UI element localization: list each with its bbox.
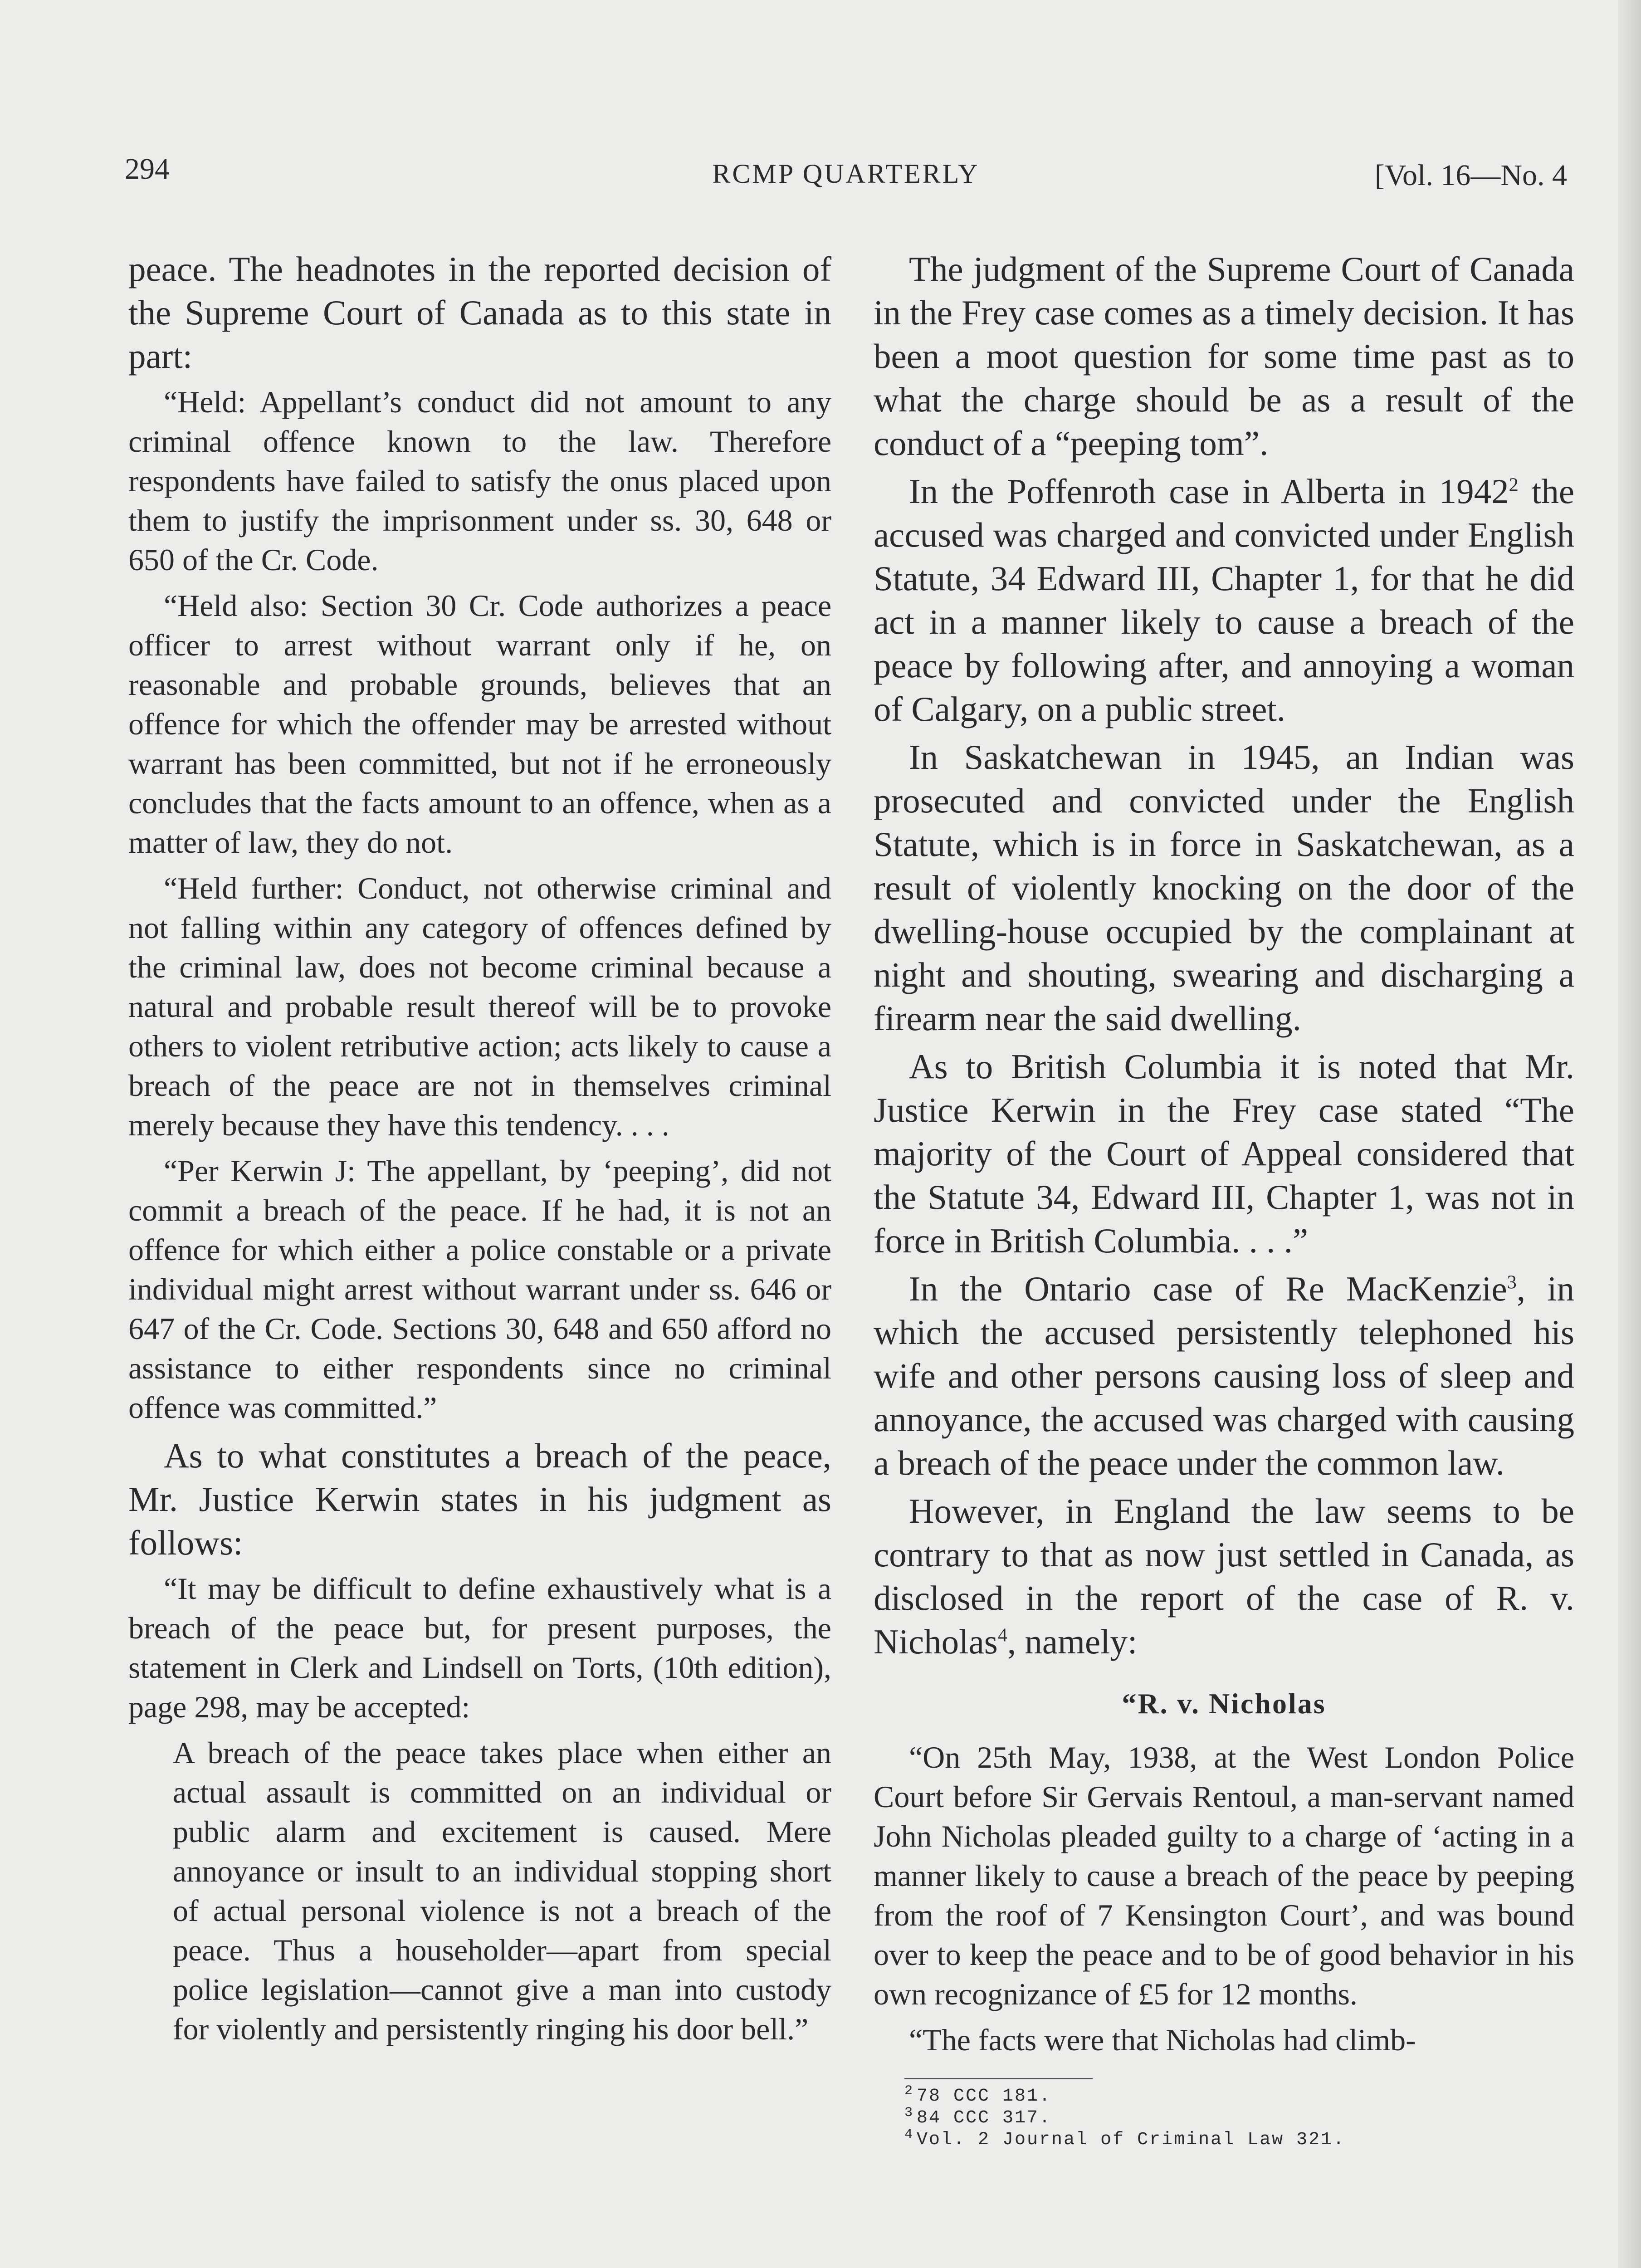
footnote-ref: 3 xyxy=(1507,1271,1517,1293)
paragraph: peace. The headnotes in the reported decision of the Supreme Court of Canada as to this state in part: xyxy=(128,249,831,376)
quoted-report: “The facts were that Nicholas had climb- xyxy=(909,2023,1416,2057)
left-column xyxy=(128,247,831,2049)
paragraph: The judgment of the Supreme Court of Canada in the Frey case comes as a timely decision. It has been a moot question for some time past as to what the charge should be as a result of the conduct of a “peeping tom”. xyxy=(874,249,1574,463)
block-quote: A breach of the peace takes place when either an actual assault is committed on an individual or public alarm and excitement is caused. Mere annoyance or insult to an individual stopping short of actual personal violence is not a breach of the peace. Thus a householder—apart from special police legislation—cannot give a man into custody for violently and persistently ringing his door bell.” xyxy=(173,1735,831,2046)
paragraph-text: , namely: xyxy=(1007,1622,1138,1661)
footnote-text: Vol. 2 Journal of Criminal Law 321. xyxy=(917,2130,1346,2150)
journal-title: RCMP QUARTERLY xyxy=(712,159,980,189)
right-column xyxy=(874,247,1574,2151)
footnote-number: 4 xyxy=(904,2126,914,2142)
quoted-headnote: “Held also: Section 30 Cr. Code authorizes a peace officer to arrest without warrant only if he, on reasonable and probable grounds, believes that an offence for which the offender may be arrested without warrant has been committed, but not if he erroneously concludes that the facts amount to an offence, when as a matter of law, they do not. xyxy=(128,588,831,860)
paragraph: As to British Columbia it is noted that Mr. Justice Kerwin in the Frey case stated “The majority of the Court of Appeal considered that the Statute 34, Edward III, Chapter 1, was not in force in British Columbia. . . .” xyxy=(874,1047,1574,1260)
quoted-headnote: “Per Kerwin J: The appellant, by ‘peeping’, did not commit a breach of the peace. If he had, it is not an offence for which either a police constable or a private individual might arrest without warrant under ss. 646 or 647 of the Cr. Code. Sections 30, 648 and 650 afford no assistance to either respondents since no criminal offence was committed.” xyxy=(128,1154,831,1425)
footnote-number: 2 xyxy=(904,2083,914,2099)
paragraph xyxy=(874,1267,1574,1485)
paragraph-text: , in which the accused persistently telephoned his wife and other persons causing loss of sleep and annoyance, the accused was charged with causing a breach of the peace under the common law. xyxy=(874,1269,1574,1482)
footnote xyxy=(904,2126,1574,2151)
footnote xyxy=(904,2107,1574,2129)
footnote-number: 3 xyxy=(904,2105,914,2121)
quoted-judgment: “It may be difficult to define exhaustively what is a breach of the peace but, for present purposes, the statement in Clerk and Lindsell on Torts, (10th edition), page 298, may be accepted: xyxy=(128,1571,831,1724)
paragraph-text: the accused was charged and convicted under English Statute, 34 Edward III, Chapter 1, for that he did act in a manner likely to cause a breach of the peace by following after, and annoying a woman of Calgary, on a public street. xyxy=(874,472,1574,728)
page-header xyxy=(125,152,1567,202)
footnote-ref: 4 xyxy=(997,1624,1007,1646)
paragraph-text: In the Poffenroth case in Alberta in 1942 xyxy=(909,472,1509,511)
page-edge xyxy=(1618,0,1641,2268)
volume-label: [Vol. 16—No. 4 xyxy=(1374,159,1567,192)
paragraph xyxy=(874,469,1574,731)
paragraph-text: However, in England the law seems to be contrary to that as now just settled in Canada, as disclosed in the report of the case of R. v. Nicholas xyxy=(874,1491,1574,1661)
quoted-headnote: “Held further: Conduct, not otherwise criminal and not falling within any category of offences defined by the criminal law, does not become criminal because a natural and probable result thereof will be to provoke others to violent retributive action; acts likely to cause a breach of the peace are not in themselves criminal merely because they have this tendency. . . . xyxy=(128,871,831,1142)
quoted-headnote: “Held: Appellant’s conduct did not amount to any criminal offence known to the law. Therefore respondents have failed to satisfy the onus placed upon them to justify the imprisonment under ss. 30, 648 or 650 of the Cr. Code. xyxy=(128,385,831,577)
page-number: 294 xyxy=(125,152,170,186)
footnote-text: 84 CCC 317. xyxy=(917,2108,1052,2128)
footnote-divider xyxy=(904,2078,1093,2079)
case-heading: “R. v. Nicholas xyxy=(1122,1687,1326,1720)
paragraph xyxy=(874,1489,1574,1663)
footnote-text: 78 CCC 181. xyxy=(917,2086,1052,2107)
quoted-report: “On 25th May, 1938, at the West London Police Court before Sir Gervais Rentoul, a man-servant named John Nicholas pleaded guilty to a charge of ‘acting in a manner likely to cause a breach of the peace by peeping from the roof of 7 Kensington Court’, and was bound over to keep the peace and to be of good behavior in his own recognizance of £5 for 12 months. xyxy=(874,1740,1574,2011)
paragraph: As to what constitutes a breach of the peace, Mr. Justice Kerwin states in his judgment as follows: xyxy=(128,1436,831,1562)
paragraph-text: In the Ontario case of Re MacKenzie xyxy=(909,1269,1507,1308)
paragraph: In Saskatchewan in 1945, an Indian was prosecuted and convicted under the English Statute, which is in force in Saskatchewan, as a result of violently knocking on the door of the dwelling-house occupied by the complainant at night and shouting, swearing and discharging a firearm near the said dwelling. xyxy=(874,738,1574,1038)
footnote-ref: 2 xyxy=(1509,474,1519,496)
footnote xyxy=(904,2083,1574,2107)
